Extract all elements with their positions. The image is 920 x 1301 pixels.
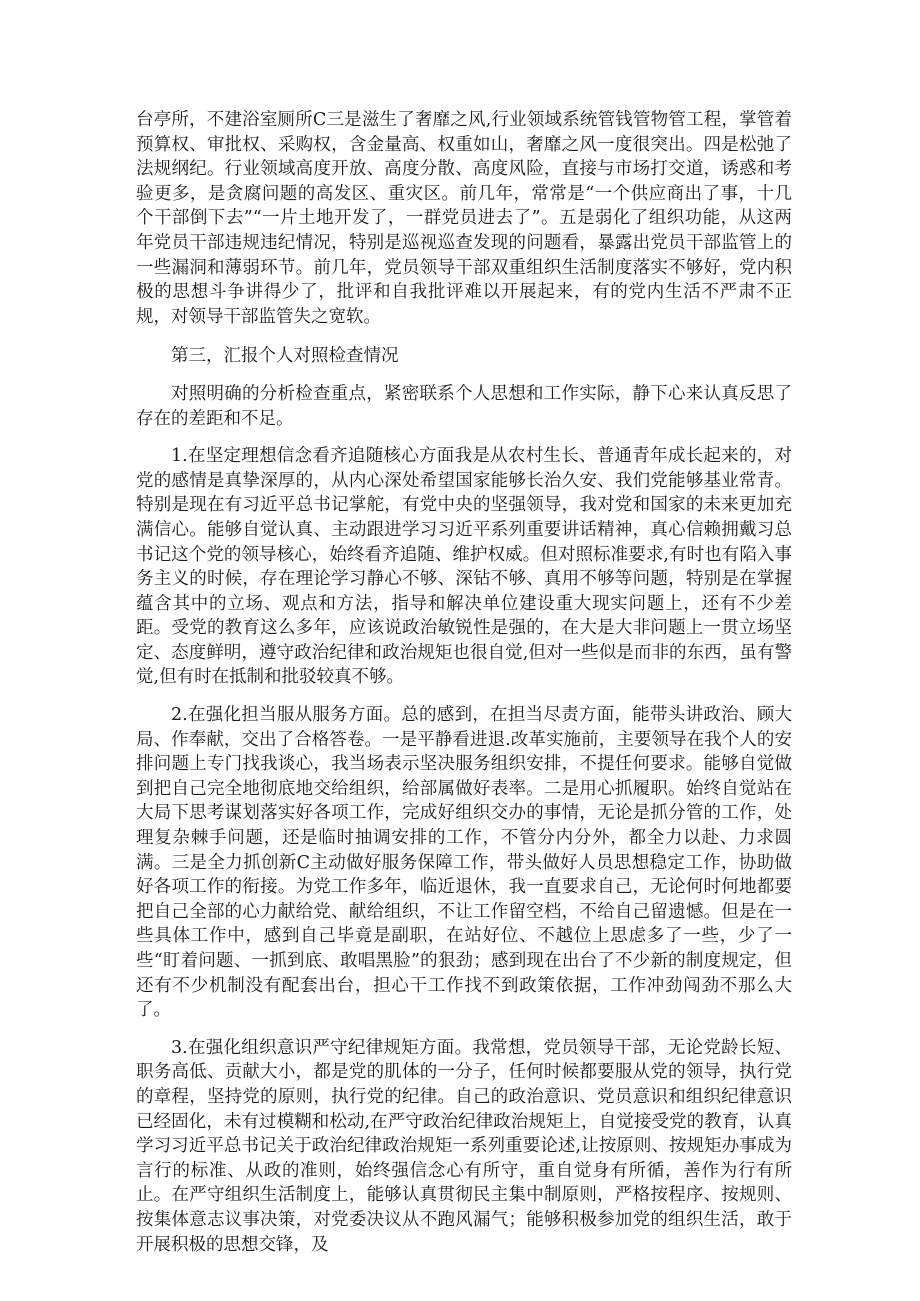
item-2-paragraph: 2.在强化担当服从服务方面。总的感到，在担当尽责方面，能带头讲政治、顾大局、作奉献，交出了合格答卷。一是平静看进退.改革实施前，主要领导在我个人的安排问题上专门找我谈心，我当场表示坚决服务组织安排，不提任何要求。能够自觉做到把自己完全地彻底地交给组织，给部属做好表率。二是用心抓履职。始终自觉站在大局下思考谋划落实好各项工作，完成好组织交办的事情，无论是抓分管的工作，处理复杂棘手问题，还是临时抽调安排的工作，不管分内分外，都全力以赴、力求圆满。三是全力抓创新C主动做好服务保障工作，带头做好人员思想稳定工作，协助做好各项工作的衔接。为党工作多年，临近退休，我一直要求自己，无论何时何地都要把自己全部的心力献给党、献给组织，不让工作留空档，不给自己留遗憾。但是在一些具体工作中，感到自己毕竟是副职，在站好位、不越位上思虑多了一些，少了一些“盯着问题、一抓到底、敢唱黑脸”的狠劲；感到现在出台了不少新的制度规定，但还有不少机制没有配套出台，担心干工作找不到政策依据，工作冲劲闯劲不那么大了。: [136, 705, 792, 1021]
document-body: [136, 108, 792, 1257]
section-intro-paragraph: 对照明确的分析检查重点，紧密联系个人思想和工作实际，静下心来认真反思了存在的差距和不足。: [136, 383, 792, 429]
item-3-paragraph: 3.在强化组织意识严守纪律规矩方面。我常想，党员领导干部，无论党龄长短、职务高低、贡献大小，都是党的肌体的一分子，任何时候都要服从党的领导，执行党的章程，坚持党的原则，执行党的纪律。自己的政治意识、党员意识和组织纪律意识已经固化，未有过模糊和松动,在严守政治纪律政治规矩上，自觉接受党的教育，认真学习习近平总书记关于政治纪律政治规矩一系列重要论述,让按原则、按规矩办事成为言行的标准、从政的准则，始终强信念心有所守，重自觉身有所循，善作为行有所止。在严守组织生活制度上，能够认真贯彻民主集中制原则，严格按程序、按规则、按集体意志议事决策，对党委决议从不跑风漏气；能够积极参加党的组织生活，敢于开展积极的思想交锋，及: [136, 1037, 792, 1255]
item-1-paragraph: 1.在坚定理想信念看齐追随核心方面我是从农村生长、普通青年成长起来的，对党的感情是真挚深厚的，从内心深处希望国家能够长治久安、我们党能够基业常青。特别是现在有习近平总书记掌舵，有党中央的坚强领导，我对党和国家的未来更加充满信心。能够自觉认真、主动跟进学习习近平系列重要讲话精神，真心信赖拥戴习总书记这个党的领导核心，始终看齐追随、维护权威。但对照标准要求,有时也有陷入事务主义的时候，存在理论学习静心不够、深钻不够、真用不够等问题，特别是在掌握蕴含其中的立场、观点和方法，指导和解决单位建设重大现实问题上，还有不少差距。受党的教育这么多年，应该说政治敏锐性是强的，在大是大非问题上一贯立场坚定、态度鲜明，遵守政治纪律和政治规矩也很自觉,但对一些似是而非的东西，虽有警觉,但有时在抵制和批驳较真不够。: [136, 446, 792, 688]
section-heading: 第三，汇报个人对照检查情况: [171, 346, 399, 367]
continuation-paragraph: 台亭所，不建浴室厕所C三是滋生了奢靡之风,行业领域系统管钱管物管工程，掌管着预算权、审批权、采购权，含金量高、权重如山，奢靡之风一度很突出。四是松弛了法规纲纪。行业领域高度开放、高度分散、高度风险，直接与市场打交道，诱惑和考验更多，是贪腐问题的高发区、重灾区。前几年，常常是“一个供应商出了事，十几个干部倒下去”“一片土地开发了，一群党员进去了”。五是弱化了组织功能，从这两年党员干部违规违纪情况，特别是巡视巡查发现的问题看，暴露出党员干部监管上的一些漏洞和薄弱环节。前几年，党员领导干部双重组织生活制度落实不够好，党内积极的思想斗争讲得少了，批评和自我批评难以开展起来，有的党内生活不严肃不正规，对领导干部监管失之宽软。: [136, 110, 792, 327]
